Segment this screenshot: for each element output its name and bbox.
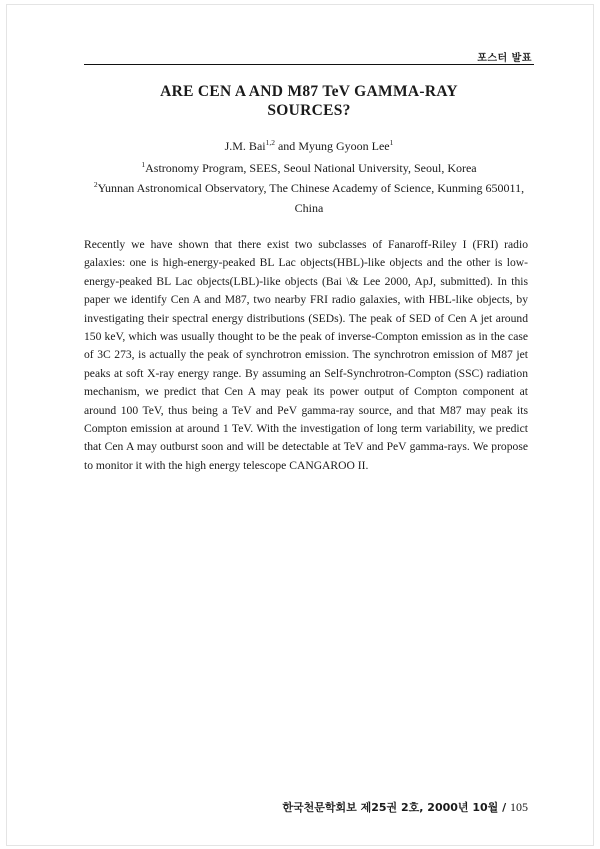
author-line — [84, 139, 534, 154]
abstract-body: Recently we have shown that there exist two subclasses of Fanaroff-Riley I (FRI) radio galaxies: one is high-energy-peaked BL Lac objects(HBL)-like objects and the other is low-energy-peaked BL Lac objects(LBL)-like objects (Bai \& Lee 2000, ApJ, submitted). In this paper we identify Cen A and M87, two nearby FRI radio galaxies, with HBL-like objects, by investigating their spectral energy distributions (SEDs). The peak of SED of Cen A jet around 150 keV, which was usually thought to be the peak of inverse-Compton emission as in the case of 3C 273, is actually the peak of synchrotron emission. The synchrotron emission of M87 jet peaks at soft X-ray energy range. By assuming an Self-Synchrotron-Compton (SSC) radiation mechanism, we predict that Cen A may peak its power output of Compton component at around 100 TeV, thus being a TeV and PeV gamma-ray source, and that M87 may peak its Compton emission at around 1 TeV. With the investigation of long term variability, we predict that Cen A may outburst soon and will be detectable at TeV and PeV gamma-rays. We propose to monitor it with the high energy telescope CANGAROO II. — [84, 238, 528, 472]
author-1-affil-mark: 1,2 — [265, 138, 275, 147]
title-line-1: ARE CEN A AND M87 TeV GAMMA-RAY — [160, 83, 458, 100]
header-rule — [84, 64, 534, 65]
affiliation-2 — [84, 178, 534, 218]
page-number: 105 — [510, 800, 528, 814]
author-conjunction: and — [274, 139, 299, 153]
page-footer — [282, 799, 528, 815]
affiliation-1 — [84, 158, 534, 178]
affiliation-2-mark: 2 — [93, 180, 98, 189]
affiliation-2-text: Yunnan Astronomical Observatory, The Chinese Academy of Science, Kunming 650011, China — [97, 181, 525, 215]
affiliation-1-mark: 1 — [141, 160, 146, 169]
author-1: J.M. Bai — [224, 139, 266, 153]
section-tag: 포스터 발표 — [477, 53, 532, 64]
journal-citation: 한국천문학회보 제25권 2호, 2000년 10월 — [282, 801, 499, 814]
paper-title — [84, 82, 534, 120]
author-2: Myung Gyoon Lee — [298, 139, 390, 153]
title-line-2: SOURCES? — [267, 102, 351, 119]
author-2-affil-mark: 1 — [389, 138, 394, 147]
affiliation-1-text: Astronomy Program, SEES, Seoul National University, Seoul, Korea — [145, 161, 477, 175]
footer-separator: / — [498, 801, 510, 814]
